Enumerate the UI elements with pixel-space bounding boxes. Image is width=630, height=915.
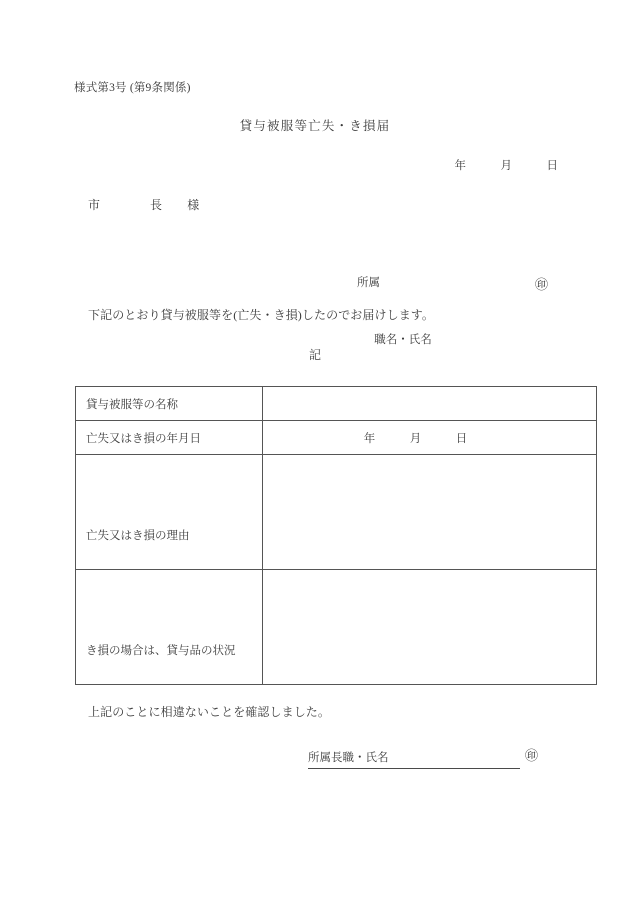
confirmation-sentence: 上記のことに相違ないことを確認しました。 (88, 705, 331, 719)
table-row (76, 421, 597, 455)
seal-stamp-icon: ㊞ (535, 277, 549, 292)
row-label-loss-date: 亡失又はき損の年月日 (76, 421, 263, 455)
row-value-loss-date[interactable] (263, 421, 597, 455)
submitter-name-row (357, 323, 432, 345)
approver-signature-row (308, 749, 538, 769)
row-value-item-name[interactable] (263, 387, 597, 421)
body-sentence: 下記のとおり貸与被服等を(亡失・き損)したのでお届けします。 (88, 308, 435, 322)
approver-label[interactable]: 所属長職・氏名 (308, 749, 520, 769)
row-label-loss-reason: 亡失又はき損の理由 (76, 455, 263, 570)
submitter-name-label: 職名・氏名 (374, 333, 432, 346)
table-row (76, 387, 597, 421)
addressee-line: 市 長 様 (88, 198, 200, 212)
loss-date-placeholder: 年 月 日 (363, 432, 468, 445)
row-value-damage-condition[interactable] (263, 570, 597, 685)
row-label-item-name: 貸与被服等の名称 (76, 387, 263, 421)
table-row (76, 570, 597, 685)
table-row (76, 455, 597, 570)
form-number: 様式第3号 (第9条関係) (74, 82, 191, 94)
approver-seal-stamp-icon: ㊞ (524, 748, 538, 763)
report-table (75, 386, 597, 685)
submitter-affiliation-label: 所属 (357, 277, 380, 289)
ki-marker: 記 (308, 348, 321, 362)
submission-date-line: 年 月 日 (454, 160, 558, 172)
row-label-damage-condition: き損の場合は、貸与品の状況 (76, 570, 263, 685)
page-title: 貸与被服等亡失・き損届 (239, 119, 391, 133)
row-value-loss-reason[interactable] (263, 455, 597, 570)
